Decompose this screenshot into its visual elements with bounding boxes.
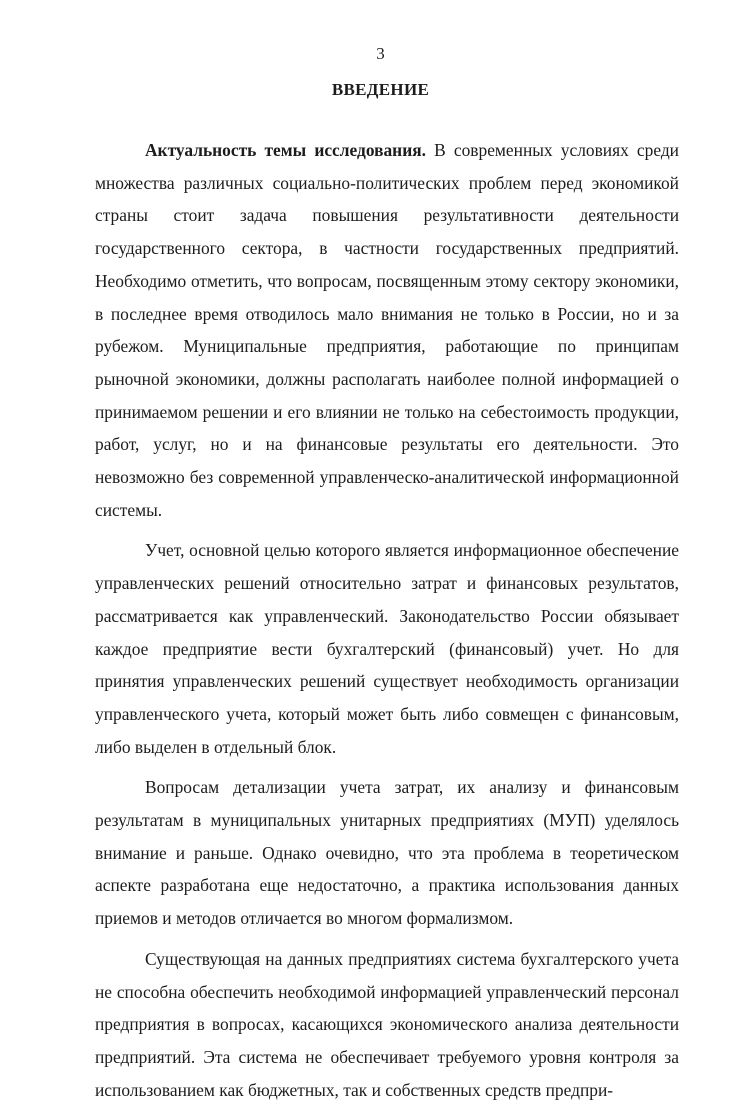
section-heading: ВВЕДЕНИЕ — [331, 80, 430, 99]
paragraph-accounting — [95, 534, 679, 763]
paragraph-lead: Актуальность темы исследования. — [145, 140, 426, 160]
page-number: 3 — [376, 44, 385, 63]
paragraph-relevance — [95, 134, 679, 526]
paragraph-text: Существующая на данных предприятиях система бухгалтерского учета не способна обеспечить необходимой информацией управленческий персонал предприятия в вопросах, касающихся экономического анализа деятельности предприятий. Эта система не обеспечивает требуемого уровня контроля за использованием как бюджетных, так и собственных средств предпри- — [95, 948, 679, 1100]
paragraph-text: Вопросам детализации учета затрат, их анализу и финансовым результатам в муниципальных унитарных предприятиях (МУП) уделялось внимание и раньше. Однако очевидно, что эта проблема в теоретическом аспекте разработана еще недостаточно, а практика использования данных приемов и методов отличается во многом формализмом. — [95, 777, 679, 929]
body-text — [95, 134, 679, 1114]
paragraph-text: В современных условиях среди множества различных социально-политических проблем перед экономикой страны стоит задача повышения результативности деятельности государственного сектора, в частности государственных предприятий. Необходимо отметить, что вопросам, посвященным этому сектору экономики, в последнее время отводилось мало внимания не только в России, но и за рубежом. Муниципальные предприятия, работающие по принципам рыночной экономики, должны располагать наиболее полной информацией о принимаемом решении и его влиянии не только на себестоимость продукции, работ, услуг, но и на финансовые результаты его деятельности. Это невозможно без современной управленческо-аналитической информационной системы. — [95, 140, 679, 520]
paragraph-existing-system — [95, 943, 679, 1107]
paragraph-detail — [95, 771, 679, 935]
paragraph-text: Учет, основной целью которого является информационное обеспечение управленческих решений относительно затрат и финансовых результатов, рассматривается как управленческий. Законодательство России обязывает каждое предприятие вести бухгалтерский (финансовый) учет. Но для принятия управленческих решений существует необходимость организации управленческого учета, который может быть либо совмещен с финансовым, либо выделен в отдельный блок. — [95, 540, 679, 757]
